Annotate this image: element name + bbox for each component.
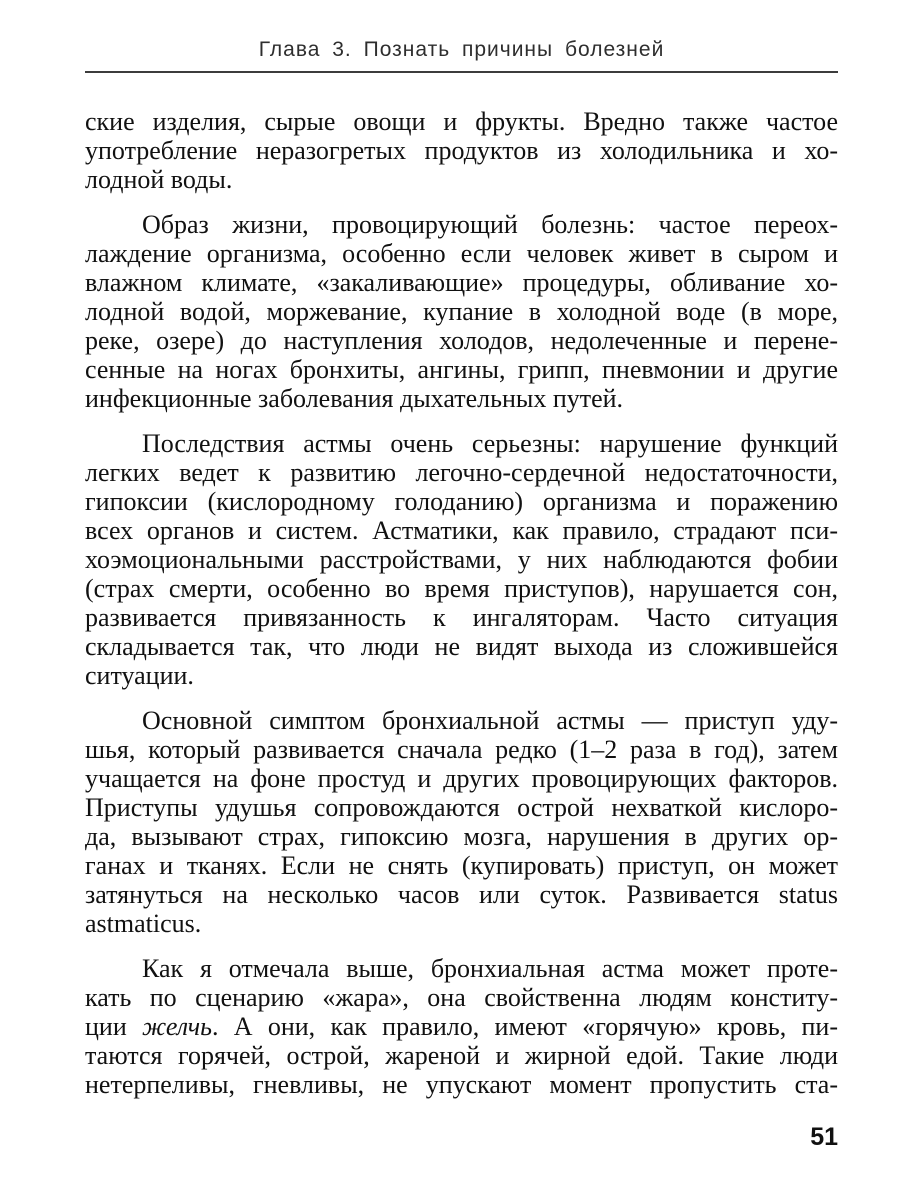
text-line: затянуться на несколько часов или суток. Развивается status: [85, 880, 838, 909]
text-line: учащается на фоне простуд и других провоцирующих факторов.: [85, 764, 838, 793]
text-line: ситуации.: [85, 661, 194, 690]
text-line: лаждение организма, особенно если человек живет в сыром и: [85, 239, 838, 268]
text-line: Последствия астмы очень серьезны: нарушение функций: [142, 429, 838, 458]
text-line: нетерпеливы, гневливы, не упускают момент пропустить ста-: [85, 1070, 838, 1099]
text-line: Как я отмечала выше, бронхиальная астма может проте-: [142, 954, 838, 983]
text-line: [85, 1012, 838, 1041]
text-line: таются горячей, острой, жареной и жирной едой. Такие люди: [85, 1041, 838, 1070]
paragraph: [85, 210, 838, 413]
text-line: инфекционные заболевания дыхательных путей.: [85, 384, 624, 413]
text-segment: ции: [85, 1012, 143, 1041]
text-line: Приступы удушья сопровождаются острой нехваткой кислоро-: [85, 793, 838, 822]
text-line: употребление неразогретых продуктов из холодильника и хо-: [85, 136, 838, 165]
text-line: ганах и тканях. Если не снять (купировать) приступ, он может: [85, 851, 838, 880]
paragraph: [85, 706, 838, 938]
paragraph: [85, 429, 838, 690]
text-line: шья, который развивается сначала редко (1–2 раза в год), затем: [85, 735, 838, 764]
text-line: реке, озере) до наступления холодов, недолеченные и перене-: [85, 326, 838, 355]
italic-term: желчь: [142, 1012, 212, 1041]
text-line: влажном климате, «закаливающие» процедуры, обливание хо-: [85, 268, 838, 297]
text-line: (страх смерти, особенно во время приступов), нарушается сон,: [85, 574, 838, 603]
text-line: Образ жизни, провоцирующий болезнь: частое переох-: [142, 210, 838, 239]
text-line: всех органов и систем. Астматики, как правило, страдают пси-: [85, 516, 838, 545]
text-line: да, вызывают страх, гипоксию мозга, нарушения в других ор-: [85, 822, 838, 851]
text-line: сенные на ногах бронхиты, ангины, грипп, пневмонии и другие: [85, 355, 838, 384]
text-line: Основной симптом бронхиальной астмы — приступ уду-: [142, 706, 838, 735]
text-line: легких ведет к развитию легочно-сердечной недостаточности,: [85, 458, 838, 487]
paragraph: [85, 954, 838, 1099]
text-line: кать по сценарию «жара», она свойственна людям конститу-: [85, 983, 838, 1012]
text-line: astmaticus.: [85, 909, 202, 938]
chapter-header: Глава 3. Познать причины болезней: [85, 38, 838, 73]
text-line: лодной воды.: [85, 165, 233, 194]
text-line: развивается привязанность к ингаляторам. Часто ситуация: [85, 603, 838, 632]
text-line: складывается так, что люди не видят выхода из сложившейся: [85, 632, 838, 661]
text-line: хоэмоциональными расстройствами, у них наблюдаются фобии: [85, 545, 838, 574]
text-segment: . А они, как правило, имеют «горячую» кровь, пи-: [212, 1012, 838, 1041]
text-line: лодной водой, моржевание, купание в холодной воде (в море,: [85, 297, 838, 326]
text-line: гипоксии (кислородному голоданию) организма и поражению: [85, 487, 838, 516]
page-number: 51: [810, 1123, 838, 1151]
paragraph: [85, 107, 838, 194]
page-body: [85, 107, 838, 1099]
text-line: ские изделия, сырые овощи и фрукты. Вредно также частое: [85, 107, 838, 136]
